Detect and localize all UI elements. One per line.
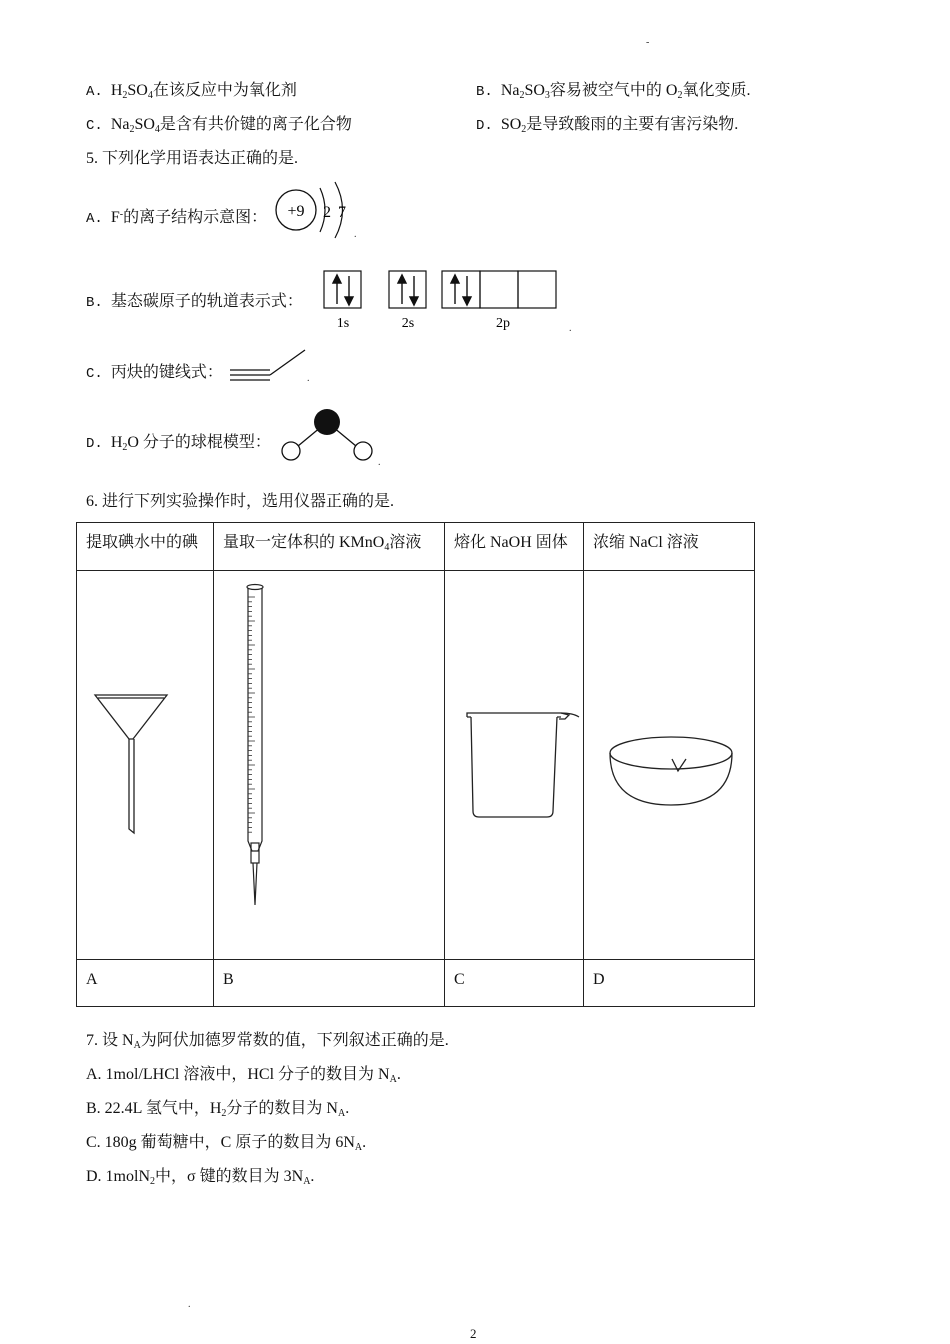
electron-arrows — [333, 275, 471, 305]
text: A. 1mol/LHCl 溶液中，HCl 分子的数目为 N — [86, 1066, 390, 1083]
option-label: B. — [476, 84, 493, 100]
text: 丙炔的键线式： — [110, 364, 223, 381]
orbital-box-2p-3 — [518, 271, 556, 308]
subscript: 2 — [221, 1108, 227, 1119]
header-cell-4 — [584, 523, 755, 571]
subscript: A — [354, 1142, 363, 1153]
image-cell-evaporating-dish — [584, 571, 755, 960]
text: 为阿伏加德罗常数的值，下列叙述正确的是. — [140, 1032, 449, 1049]
page-number: 2 — [470, 1326, 477, 1341]
shell-1-count: 2 — [323, 204, 331, 221]
instrument-table — [76, 522, 755, 1007]
q7-option-d — [86, 1167, 314, 1187]
text: 浓缩 NaCl 溶液 — [593, 534, 699, 551]
orbital-label-2s: 2s — [401, 316, 415, 331]
header-mark: - — [646, 37, 650, 48]
q7-option-a — [86, 1065, 401, 1085]
text: . — [362, 1134, 367, 1151]
option-label: B. — [86, 295, 103, 311]
q7-stem — [86, 1031, 449, 1051]
text: SO — [127, 82, 148, 99]
dot-mark: . — [378, 457, 381, 468]
text: 是含有共价键的离子化合物 — [159, 116, 352, 133]
q4-option-b — [476, 81, 751, 102]
text: 提取碘水中的碘 — [86, 534, 199, 551]
orbital-box-2p-1 — [442, 271, 480, 308]
text: C — [454, 971, 465, 988]
image-cell-beaker — [445, 571, 584, 960]
superscript: - — [119, 209, 124, 220]
orbital-box-1s — [324, 271, 361, 308]
text: 溶液 — [389, 534, 422, 551]
text: H — [110, 82, 123, 99]
option-label: A. — [86, 84, 103, 100]
text: SO — [524, 82, 545, 99]
dot-mark: . — [569, 323, 572, 334]
text: 氧化变质. — [682, 82, 751, 99]
dot-mark: . — [354, 229, 357, 240]
text: 在该反应中为氧化剂 — [152, 82, 297, 99]
subscript: A — [133, 1040, 141, 1051]
choice-cell-c — [445, 960, 584, 1007]
orbital-box-2s — [389, 271, 426, 308]
q5-stem: 5. 下列化学用语表达正确的是. — [86, 150, 299, 167]
text: 7. 设 N — [86, 1032, 134, 1049]
option-label: A. — [86, 211, 103, 227]
beaker-icon — [465, 711, 575, 823]
hydrogen-atom-left — [282, 442, 300, 460]
water-ball-and-stick-model — [278, 405, 378, 465]
subscript: 2 — [519, 90, 525, 101]
header-cell-3 — [445, 523, 584, 571]
q6-stem: 6. 进行下列实验操作时，选用仪器正确的是. — [86, 493, 395, 510]
q4-option-d — [476, 115, 738, 136]
text: B. 22.4L 氢气中，H — [86, 1100, 222, 1117]
hydrogen-atom-right — [354, 442, 372, 460]
orbital-label-1s: 1s — [336, 316, 350, 331]
q7-option-b — [86, 1099, 349, 1119]
option-label: C. — [86, 118, 103, 134]
orbital-box-2p-2 — [480, 271, 518, 308]
table-header-row — [77, 523, 755, 571]
subscript: 3 — [544, 90, 550, 101]
text: H — [110, 434, 123, 451]
choice-cell-d — [584, 960, 755, 1007]
q5-option-d — [86, 433, 271, 454]
choice-cell-a — [77, 960, 214, 1007]
text: B — [223, 971, 234, 988]
q5-option-a — [86, 208, 267, 229]
carbon-orbital-diagram — [322, 268, 562, 334]
subscript: 2 — [122, 90, 128, 101]
subscript: A — [389, 1074, 397, 1085]
header-cell-2 — [214, 523, 445, 571]
text: 熔化 NaOH 固体 — [454, 534, 568, 551]
text: C. 180g 葡萄糖中，C 原子的数目为 6N — [86, 1134, 355, 1151]
subscript: 2 — [129, 124, 135, 135]
image-cell-funnel — [77, 571, 214, 960]
q7-option-c — [86, 1133, 366, 1153]
shell-2-count: 7 — [338, 204, 346, 221]
text: SO — [134, 116, 155, 133]
fluoride-ion-structure-diagram — [270, 180, 360, 242]
text: 是导致酸雨的主要有害污染物. — [526, 116, 739, 133]
text: 基态碳原子的轨道表示式： — [110, 293, 303, 310]
q5-option-b — [86, 292, 303, 313]
text: F — [110, 209, 120, 226]
subscript: 2 — [122, 442, 128, 453]
text: O 分子的球棍模型： — [127, 434, 271, 451]
orbital-label-2p: 2p — [496, 316, 510, 331]
subscript: 2 — [677, 90, 683, 101]
funnel-icon — [93, 693, 173, 835]
text: Na — [110, 116, 130, 133]
option-label: C. — [86, 366, 103, 382]
text: 的离子结构示意图： — [123, 209, 268, 226]
text: SO — [500, 116, 522, 133]
table-choice-row — [77, 960, 755, 1007]
burette-graduations — [248, 597, 255, 832]
choice-cell-b — [214, 960, 445, 1007]
propyne-skeletal-formula — [228, 347, 308, 383]
table-image-row — [77, 571, 755, 960]
option-label: D. — [86, 436, 103, 452]
text: A — [86, 971, 98, 988]
text: . — [310, 1168, 315, 1185]
subscript: A — [337, 1108, 346, 1119]
nucleus-charge: +9 — [287, 203, 305, 220]
subscript: 2 — [150, 1176, 155, 1187]
dot-mark: . — [188, 1299, 191, 1310]
text: 分子的数目为 N — [226, 1100, 338, 1117]
text: Na — [500, 82, 520, 99]
subscript: A — [303, 1176, 311, 1187]
text: D — [593, 971, 605, 988]
text: 中，σ 键的数目为 3N — [155, 1168, 304, 1185]
burette-icon — [242, 583, 272, 908]
subscript: 4 — [147, 90, 153, 101]
q5-option-c — [86, 363, 223, 384]
q4-option-c — [86, 115, 352, 136]
option-label: D. — [476, 118, 493, 134]
text: 量取一定体积的 KMnO — [223, 534, 385, 551]
subscript: 4 — [154, 124, 160, 135]
header-cell-1 — [77, 523, 214, 571]
q4-option-a — [86, 81, 297, 102]
image-cell-burette — [214, 571, 445, 960]
text: . — [396, 1066, 401, 1083]
dot-mark: . — [307, 373, 310, 384]
evaporating-dish-icon — [608, 735, 736, 809]
subscript: 4 — [384, 542, 390, 553]
text: D. 1molN — [86, 1168, 150, 1185]
subscript: 2 — [521, 124, 527, 135]
text: . — [345, 1100, 350, 1117]
text: 容易被空气中的 O — [549, 82, 678, 99]
oxygen-atom — [314, 409, 340, 435]
